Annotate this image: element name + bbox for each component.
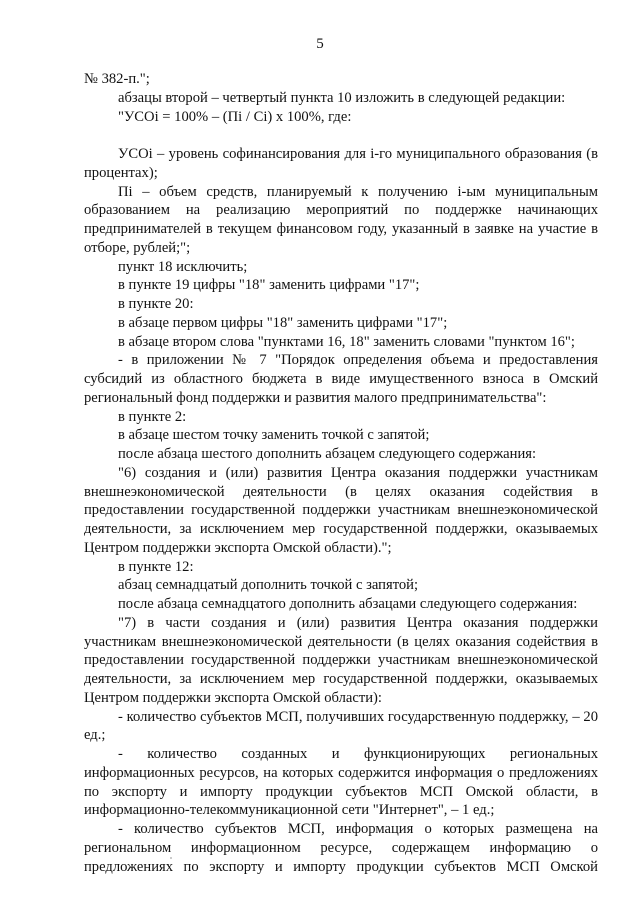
paragraph: в пункте 12:: [118, 558, 194, 575]
paragraph: в пункте 20:: [118, 296, 194, 312]
paragraph: "УСОi = 100% – (Пi / Сi) x 100%, где:: [118, 108, 352, 125]
paragraph: Пi – объем средств, планируемый к получению i-ым муниципальным образованием на реализацию мероприятий по поддержке начинающих предпринимателей в текущем финансовом году, указанный в заявке на участие в отборе, рублей;";: [84, 183, 598, 256]
paragraph: в абзаце первом цифры "18" заменить цифрами "17";: [118, 314, 448, 331]
document-body: [84, 70, 598, 876]
paragraph: после абзаца семнадцатого дополнить абзацами следующего содержания:: [118, 596, 578, 612]
paragraph: "7) в части создания и (или) развития Центра оказания поддержки участникам внешнеэкономической деятельности (в целях оказания содействия в предоставлении государственной поддержки участникам внешнеэкономической деятельности, за исключением мер государственной поддержки, оказываемых Центром поддержки экспорта Омской области):: [84, 614, 598, 706]
paragraph: в пункте 2:: [118, 408, 187, 425]
paragraph: абзац семнадцатый дополнить точкой с запятой;: [118, 577, 419, 594]
paragraph: в абзаце втором слова "пунктами 16, 18" заменить словами "пунктом 16";: [118, 333, 575, 350]
paragraph: в абзаце шестом точку заменить точкой с запятой;: [118, 427, 430, 444]
paragraph: - количество субъектов МСП, получивших государственную поддержку, – 20 ед.;: [84, 708, 598, 744]
paragraph: № 382-п.";: [84, 71, 150, 87]
paragraph: - количество созданных и функционирующих региональных информационных ресурсов, на которых содержится информация о предложениях по экспорту и импорту продукции субъектов МСП Омской области, в информационно-телекоммуникационной сети "Интернет", – 1 ед.;: [84, 746, 598, 819]
page-number: 5: [316, 36, 324, 52]
paragraph: в пункте 19 цифры "18" заменить цифрами "17";: [118, 277, 420, 294]
scan-speck: [170, 857, 172, 859]
paragraph: после абзаца шестого дополнить абзацем следующего содержания:: [118, 446, 537, 462]
paragraph: УСОi – уровень софинансирования для i-го муниципального образования (в процентах);: [84, 146, 598, 181]
paragraph: - в приложении № 7 "Порядок определения объема и предоставления субсидий из областного бюджета в виде имущественного взноса в Омский региональный фонд поддержки и развития малого предпринимательства":: [84, 352, 598, 406]
paragraph: "6) создания и (или) развития Центра оказания поддержки участникам внешнеэкономической деятельности (в целях оказания содействия в предоставлении государственной поддержки участникам внешнеэкономической деятельности, за исключением мер государственной поддержки, оказываемых Центром поддержки экспорта Омской области).";: [84, 464, 598, 556]
paragraph: абзацы второй – четвертый пункта 10 изложить в следующей редакции:: [118, 89, 566, 106]
paragraph: - количество субъектов МСП, информация о которых размещена на региональном информационном ресурсе, содержащем информацию о предложениях по экспорту и импорту продукции субъектов МСП Омской: [84, 821, 598, 875]
paragraph: пункт 18 исключить;: [118, 258, 248, 275]
